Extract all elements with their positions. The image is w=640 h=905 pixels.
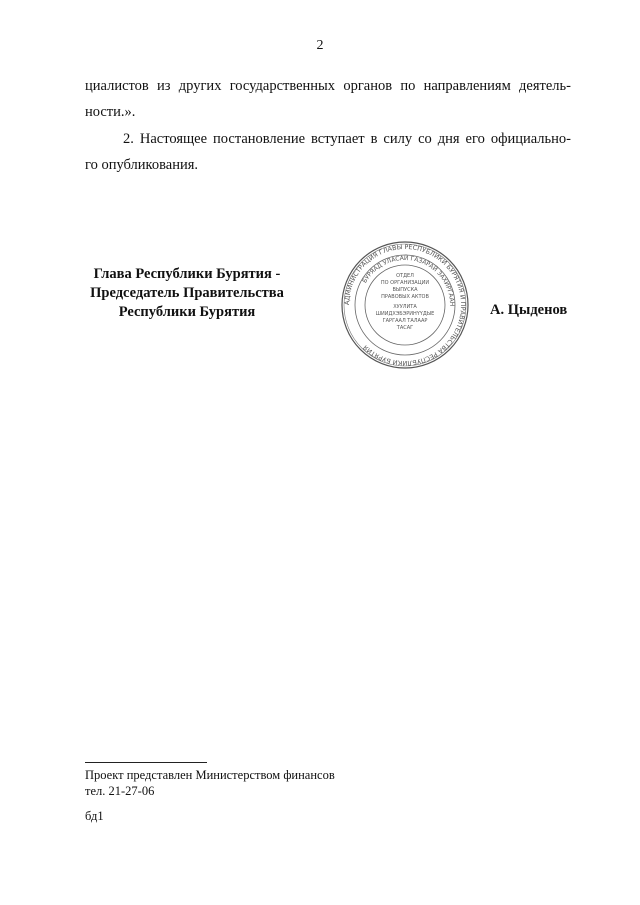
seal-center-line: ШИИДХЭБЭРИНҮҮДЫЕ: [375, 311, 435, 317]
paragraph-line: го опубликования.: [85, 157, 199, 173]
footnote-divider: [85, 762, 207, 763]
paragraph-line: ности.».: [85, 104, 136, 120]
page-number: 2: [316, 38, 324, 53]
seal-inner-ring-text: БУРЯАД УЛАСАЙ ГАЗАРАЙ ЗАХИРГААН: [361, 254, 456, 307]
paragraph-continuation: [85, 73, 571, 125]
seal-center-text: [376, 273, 435, 331]
seal-center-line: ТАСАГ: [396, 325, 414, 331]
paragraph-effective-date: [85, 126, 571, 178]
official-seal: [340, 240, 470, 370]
paragraph-line: циалистов из других государственных органов по направлениям деятель-: [85, 78, 571, 94]
seal-center-line: ХУУЛИТА: [393, 304, 417, 310]
paragraph-line: 2. Настоящее постановление вступает в силу со дня его официально-: [123, 131, 571, 147]
signatory-title-line: Республики Бурятия: [118, 304, 256, 320]
footnote-phone: тел. 21-27-06: [85, 784, 155, 798]
signatory-title-line: Глава Республики Бурятия -: [93, 266, 281, 282]
signatory-name: А. Цыденов: [490, 302, 568, 318]
seal-center-line: ПРАВОВЫХ АКТОВ: [381, 294, 429, 300]
footnote-code: бд1: [85, 809, 104, 823]
seal-center-line: ОТДЕЛ: [396, 273, 414, 279]
seal-center-line: ВЫПУСКА: [392, 287, 418, 293]
seal-center-line: ГАРГААЛ ТАЛААР: [382, 318, 428, 324]
seal-center-line: ПО ОРГАНИЗАЦИИ: [380, 280, 430, 286]
seal-outer-ring-text: АДМИНИСТРАЦИЯ ГЛАВЫ РЕСПУБЛИКИ БУРЯТИЯ И ПРАВИТЕЛЬСТВА РЕСПУБЛИКИ БУРЯТИЯ: [342, 242, 468, 368]
signatory-title-line: Председатель Правительства: [90, 285, 284, 301]
footnote-project-source: Проект представлен Министерством финансов: [85, 768, 335, 782]
signatory-title: [80, 265, 294, 322]
